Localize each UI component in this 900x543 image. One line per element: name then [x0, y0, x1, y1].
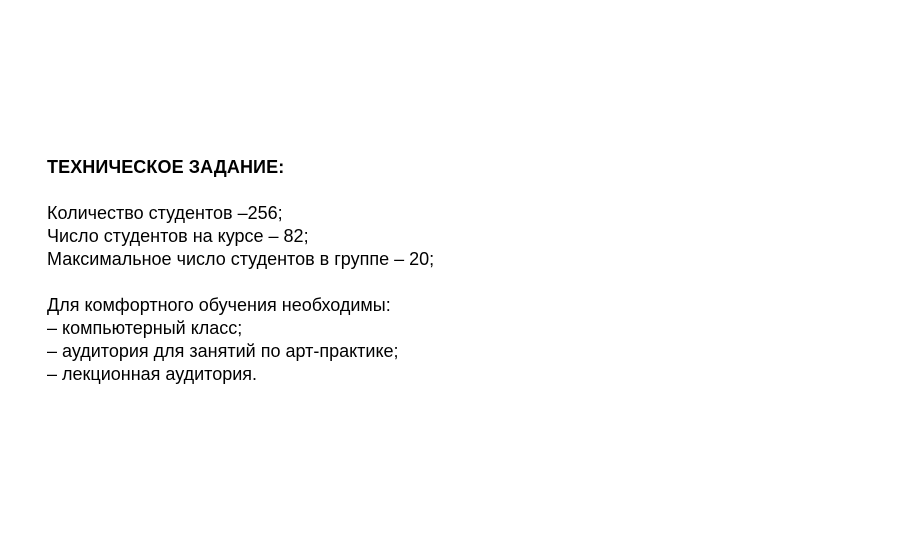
need-computer-class: – компьютерный класс;: [47, 318, 243, 338]
document-title: ТЕХНИЧЕСКОЕ ЗАДАНИЕ:: [47, 157, 285, 177]
spec-max-group-size: Максимальное число студентов в группе – 20;: [47, 249, 435, 269]
specs-list: [47, 202, 867, 271]
need-art-practice-room: – аудитория для занятий по арт-практике;: [47, 341, 399, 361]
spec-students-per-course: Число студентов на курсе – 82;: [47, 226, 309, 246]
document-body: [47, 156, 867, 386]
needs-heading: Для комфортного обучения необходимы:: [47, 295, 391, 315]
need-lecture-hall: – лекционная аудитория.: [47, 364, 258, 384]
spec-student-count: Количество студентов –256;: [47, 203, 283, 223]
needs-list: [47, 294, 867, 386]
